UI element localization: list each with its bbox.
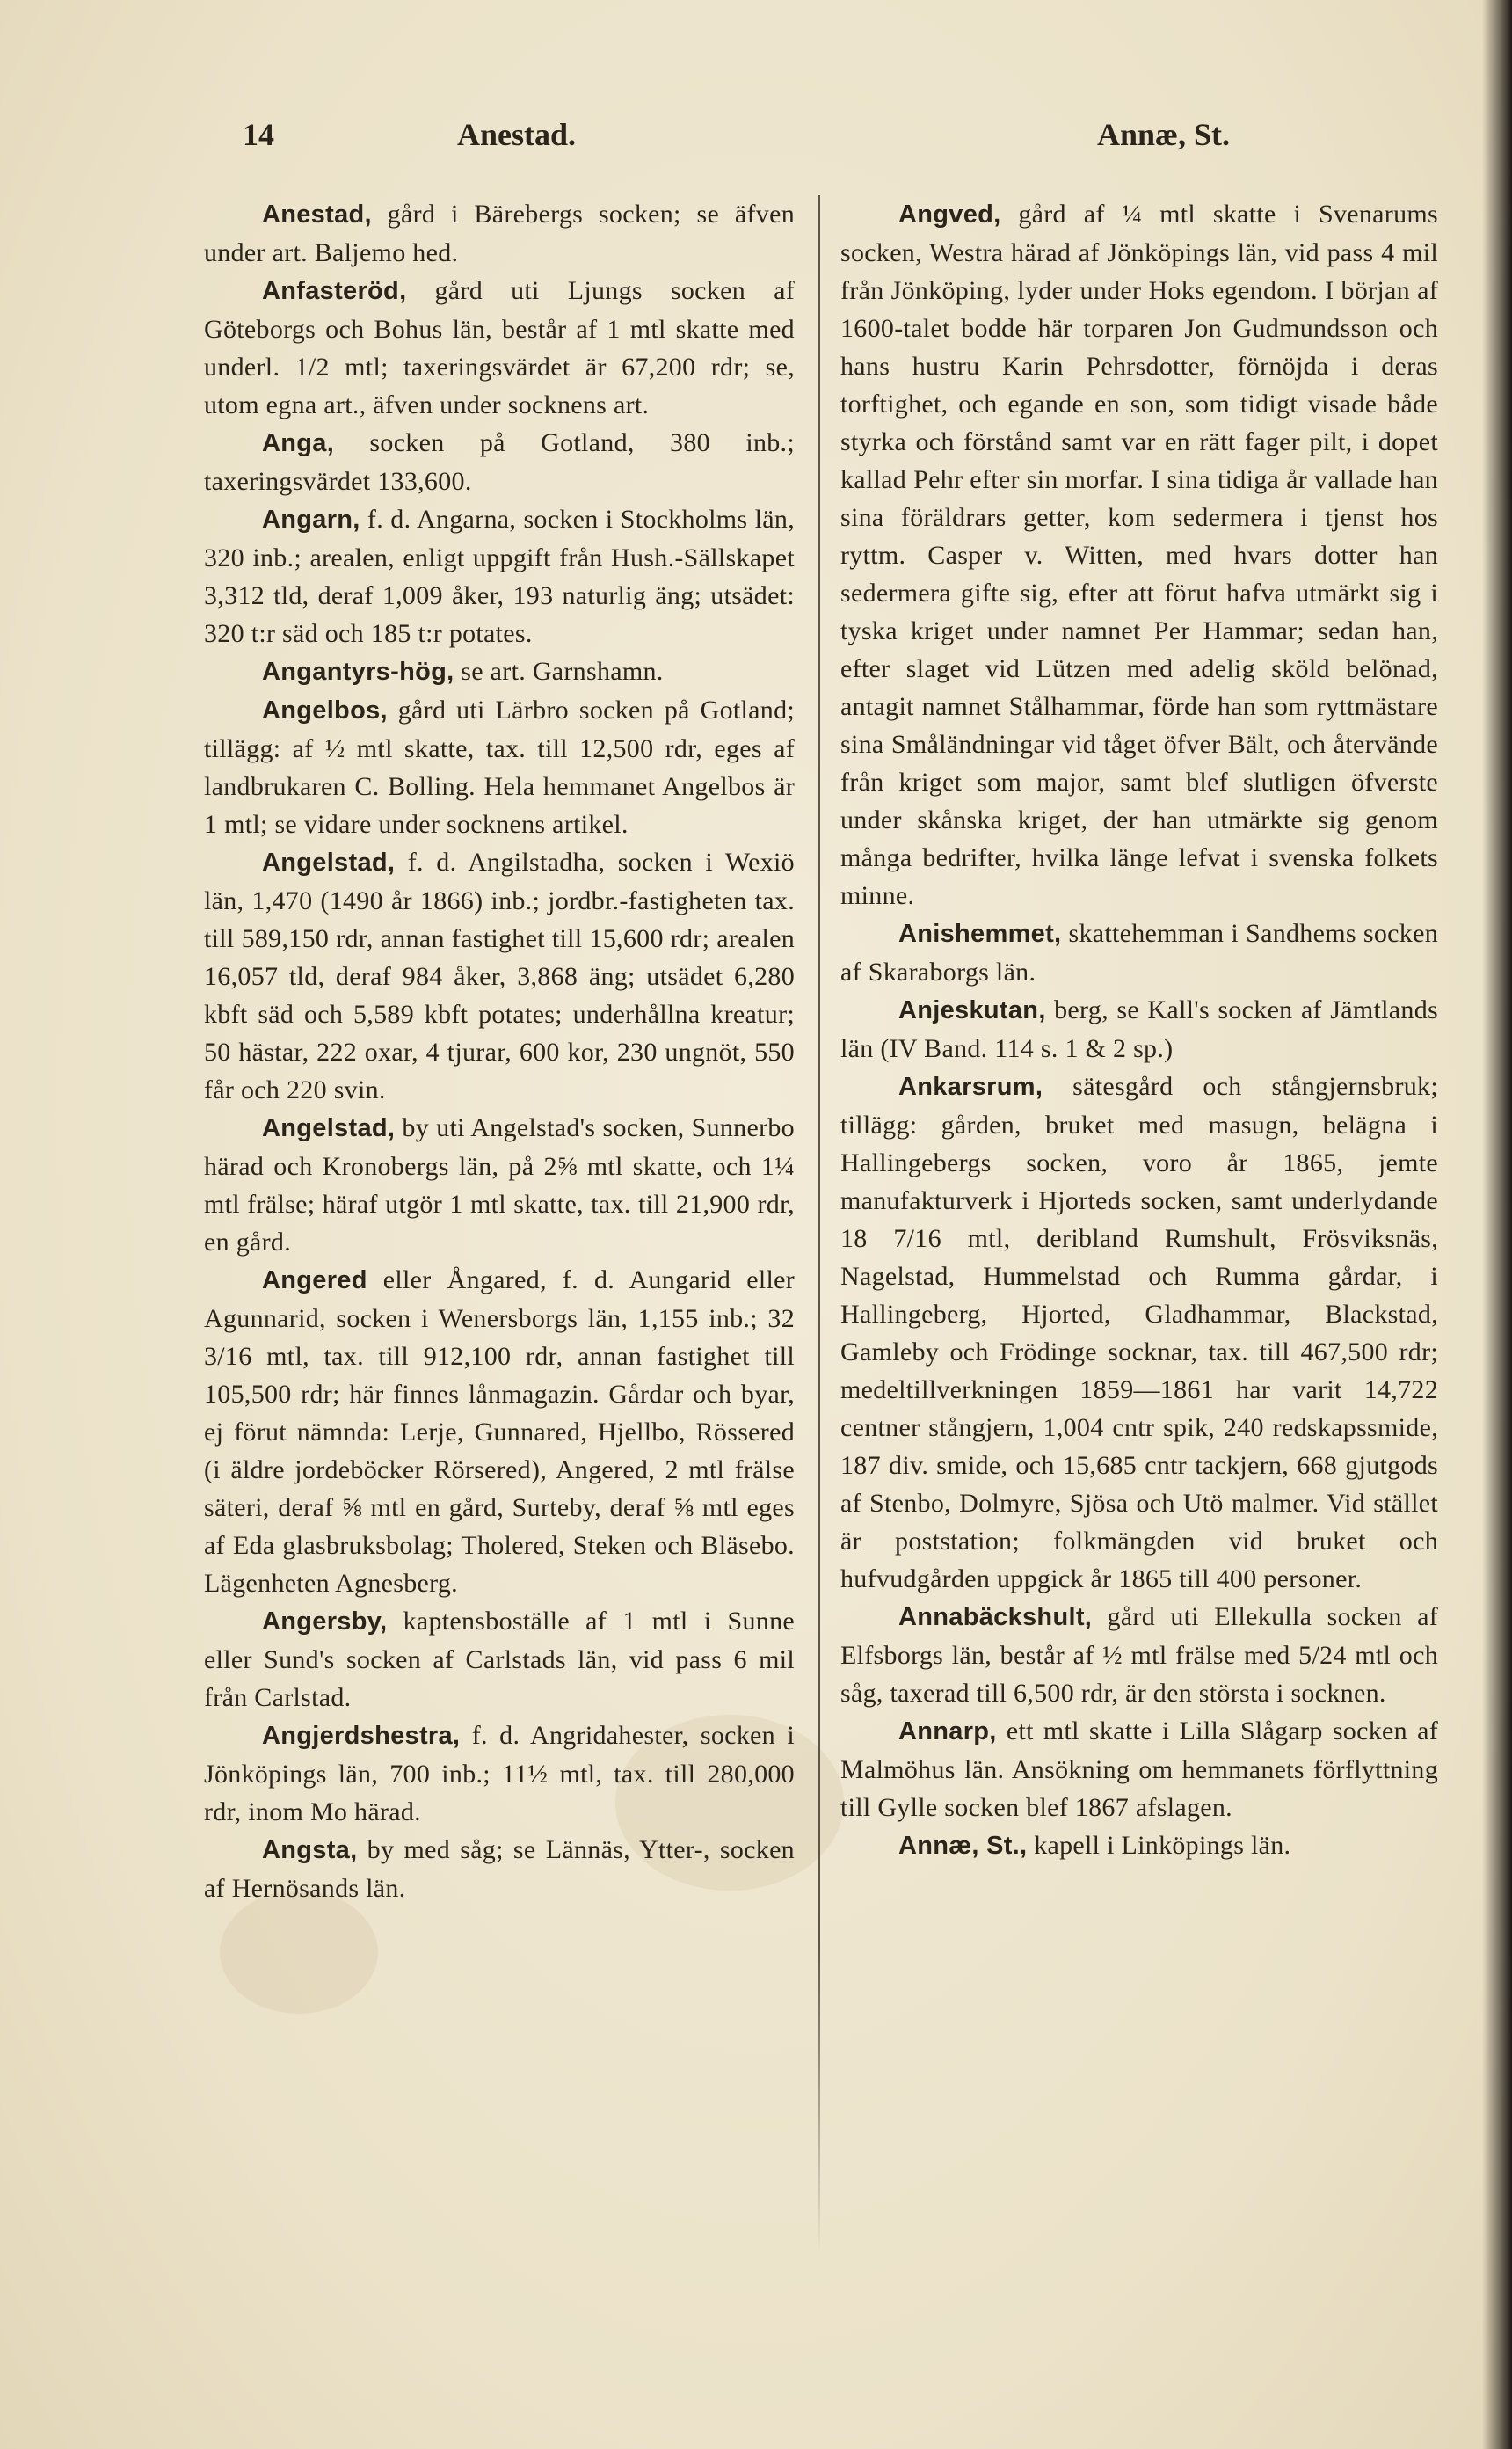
entry-text: berg, se Kall's socken af Jämtlands län (IV Band. 114 s. 1 & 2 sp.) [840, 995, 1438, 1063]
entry-headword: Annabäckshult, [898, 1603, 1093, 1631]
entry-headword: Anjeskutan, [898, 996, 1046, 1024]
entry-headword: Ankarsrum, [898, 1073, 1043, 1101]
left-column [204, 195, 795, 1907]
entry [204, 1602, 795, 1716]
page-edge-shadow [1482, 0, 1512, 2449]
entry-headword: Anestad, [262, 200, 372, 229]
entry-text: by med såg; se Lännäs, Ytter-, socken af Hernösands län. [204, 1835, 795, 1903]
entry-headword: Angelstad, [262, 1114, 396, 1142]
entry [840, 1068, 1438, 1598]
entry-text: gård uti Ellekulla socken af Elfsborgs län, består af ½ mtl frälse med 5/24 mtl och såg, taxerad till 6,500 rdr, är den största i socknen. [840, 1602, 1438, 1708]
entry-text: by uti Angelstad's socken, Sunnerbo härad och Kronobergs län, på 2⅝ mtl skatte, och 1¼ mtl frälse; häraf utgör 1 mtl skatte, tax. till 21,900 rdr, en gård. [204, 1113, 795, 1257]
entry-text: gård uti Lärbro socken på Gotland; tillägg: af ½ mtl skatte, tax. till 12,500 rdr, eges af landbrukaren C. Bolling. Hela hemmanet Angelbos är 1 mtl; se vidare under socknens artikel. [204, 696, 795, 839]
entry-text: gård af ¼ mtl skatte i Svenarums socken, Westra härad af Jönköpings län, vid pass 4 mil från Jönköping, lyder under Hoks egendom. I början af 1600-talet bodde här torparen Jon Gudmundsson och hans hustru Karin Pehrsdotter, förnöjda i deras torftighet, och egande en son, som tidigt visade både styrka och förstånd samt var en rätt fager pilt, i dopet kallad Pehr efter sin morfar. I sina tidiga år vallade han sina föräldrars getter, kom sedermera i tjenst hos ryttm. Casper v. Witten, med hvars dotter han sedermera gifte sig, efter att förut hafva utmärkt sig i tyska kriget under namnet Per Hammar; sedan han, efter slaget vid Lützen med adelig sköld belönad, antagit namnet Stålhammar, förde han som ryttmästare sina Småländningar vid tåget öfver Bält, och återvände från kriget som major, samt blef slutligen öfverste under skånska kriget, der han utmärkte sig genom många bedrifter, hvilka länge lefvat i svenska folkets minne. [840, 200, 1438, 910]
entry-text: f. d. Angarna, socken i Stockholms län, 320 inb.; arealen, enligt uppgift från Hush.-Sällskapet 3,312 tld, deraf 1,009 åker, 193 naturlig äng; utsädet: 320 t:r säd och 185 t:r potates. [204, 505, 795, 648]
entry [204, 1261, 795, 1602]
entry-headword: Angelstad, [262, 849, 396, 877]
entry [840, 1598, 1438, 1712]
entry-text: gård i Bärebergs socken; se äfven under art. Baljemo hed. [204, 200, 795, 267]
entry-text: gård uti Ljungs socken af Göteborgs och Bohus län, består af 1 mtl skatte med underl. 1/2 mtl; taxeringsvärdet är 67,200 rdr; se, utom egna art., äfven under socknens art. [204, 276, 795, 419]
column-divider [818, 195, 820, 2253]
entry-text: sätesgård och stångjernsbruk; tillägg: gården, bruket med masugn, belägna i Hallingebergs socken, voro år 1865, jemte manufakturverk i Hjorteds socken, samt underlydande 18 7/16 mtl, deribland Rumshult, Frösviksnäs, Nagelstad, Hummelstad och Rumma gårdar, i Hallingeberg, Hjorted, Gladhammar, Blackstad, Gamleby och Frödinge socknar, tax. till 467,500 rdr; medeltillverkningen 1859—1861 har varit 14,722 centner stångjern, 1,004 cntr spik, 240 redskapssmide, 187 div. smide, och 15,685 cntr tackjern, 668 gjutgods af Stenbo, Dolmyre, Sjösa och Utö malmer. Vid stället är poststation; folkmängden vid bruket och hufvudgården uppgick år 1865 till 400 personer. [840, 1072, 1438, 1593]
entry-headword: Angersby, [262, 1607, 388, 1636]
entry-text: kaptensboställe af 1 mtl i Sunne eller Sund's socken af Carlstads län, vid pass 6 mil från Carlstad. [204, 1607, 795, 1712]
entry-headword: Anfasteröd, [262, 277, 407, 305]
entry-headword: Angantyrs-hög, [262, 658, 454, 686]
entry-text: f. d. Angridahester, socken i Jönköpings län, 700 inb.; 11½ mtl, tax. till 280,000 rdr, inom Mo härad. [204, 1721, 795, 1826]
paper-stain [220, 1891, 378, 2014]
entry [204, 1716, 795, 1831]
entry [204, 1831, 795, 1907]
entry-text: se art. Garnshamn. [454, 657, 664, 686]
entry-text: skattehemman i Sandhems socken af Skaraborgs län. [840, 919, 1438, 987]
entry [840, 915, 1438, 991]
entry-headword: Angsta, [262, 1836, 358, 1864]
running-header [0, 116, 1512, 169]
entry-headword: Angelbos, [262, 696, 388, 725]
entry-headword: Anga, [262, 429, 335, 457]
entry-text: socken på Gotland, 380 inb.; taxeringsvärdet 133,600. [204, 428, 795, 496]
entry [204, 424, 795, 500]
left-running-head: Anestad. [457, 117, 577, 152]
entry [840, 195, 1438, 915]
entry [840, 1712, 1438, 1826]
entry-text: ett mtl skatte i Lilla Slågarp socken af Malmöhus län. Ansökning om hemmanets förflyttning till Gylle socken blef 1867 afslagen. [840, 1716, 1438, 1822]
entry [840, 991, 1438, 1068]
entry-text: eller Ångared, f. d. Aungarid eller Agunnarid, socken i Wenersborgs län, 1,155 inb.; 32 3/16 mtl, tax. till 912,100 rdr, annan fastighet till 105,500 rdr; här finnes lånmagazin. Gårdar och byar, ej förut nämnda: Lerje, Gunnared, Hjellbo, Rössered (i äldre jordeböcker Rörsered), Angered, 2 mtl frälse säteri, deraf ⅝ mtl en gård, Surteby, deraf ⅝ mtl eges af Eda glasbruksbolag; Tholered, Steken och Bläsebo. Lägenheten Agnesberg. [204, 1265, 795, 1598]
entry [204, 691, 795, 843]
entry-text: kapell i Linköpings län. [1027, 1831, 1291, 1860]
entry [204, 195, 795, 272]
entry-headword: Annæ, St., [898, 1832, 1028, 1860]
entry-headword: Angjerdshestra, [262, 1722, 461, 1750]
entry [840, 1826, 1438, 1865]
entry-headword: Angved, [898, 200, 1001, 229]
entry-headword: Anishemmet, [898, 920, 1062, 948]
entry [204, 500, 795, 652]
entry-text: f. d. Angilstadha, socken i Wexiö län, 1,470 (1490 år 1866) inb.; jordbr.-fastigheten tax. till 589,150 rdr, annan fastighet till 15,600 rdr; arealen 16,057 tld, deraf 984 åker, 3,868 äng; utsädet 6,280 kbft säd och 5,589 kbft potates; underhållna kreatur; 50 hästar, 222 oxar, 4 tjurar, 600 kor, 230 ungnöt, 550 får och 220 svin. [204, 848, 795, 1104]
right-column [840, 195, 1438, 1865]
entry [204, 1109, 795, 1261]
page-number: 14 [243, 117, 274, 152]
right-running-head: Annæ, St. [1097, 117, 1231, 152]
entry-headword: Angarn, [262, 506, 360, 534]
entry [204, 272, 795, 424]
entry [204, 652, 795, 691]
entry-headword: Annarp, [898, 1717, 997, 1746]
entry [204, 843, 795, 1109]
entry-headword: Angered [262, 1266, 367, 1294]
